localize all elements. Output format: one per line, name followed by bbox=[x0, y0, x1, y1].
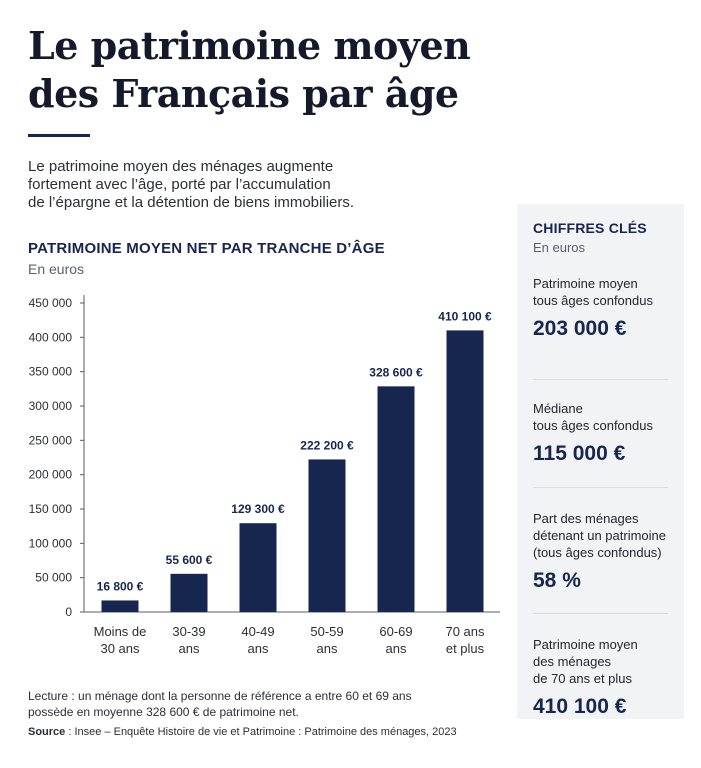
key-figure-label-line: des ménages bbox=[533, 654, 612, 669]
y-tick-label: 350 000 bbox=[28, 364, 72, 379]
key-figures-subtitle: En euros bbox=[533, 240, 586, 255]
category-label: 40-49 bbox=[241, 624, 275, 639]
key-figure-label bbox=[533, 636, 668, 687]
key-figure-label-line: Médiane bbox=[533, 401, 583, 416]
bar bbox=[240, 523, 277, 612]
category-label: et plus bbox=[445, 641, 485, 656]
source-note bbox=[28, 726, 457, 738]
key-figure-label-line: Part des ménages bbox=[533, 511, 639, 526]
category-label: ans bbox=[385, 641, 407, 656]
bar bbox=[447, 330, 484, 612]
page-title bbox=[28, 22, 668, 118]
title-line-1: Le patrimoine moyen bbox=[28, 23, 471, 68]
key-figure-value: 410 100 € bbox=[533, 695, 627, 718]
category-label: ans bbox=[178, 641, 200, 656]
source-text: : Insee – Enquête Histoire de vie et Patrimoine : Patrimoine des ménages, 2023 bbox=[65, 726, 457, 738]
chart-title: PATRIMOINE MOYEN NET PAR TRANCHE D’ÂGE bbox=[28, 240, 385, 257]
category-label: 30 ans bbox=[100, 641, 140, 656]
bar bbox=[171, 574, 208, 612]
key-figure-label-line: tous âges confondus bbox=[533, 293, 653, 308]
key-figure-mean bbox=[533, 275, 668, 379]
chart-subtitle: En euros bbox=[28, 261, 85, 277]
category-label: ans bbox=[316, 641, 338, 656]
category-label: 50-59 bbox=[310, 624, 344, 639]
bar bbox=[102, 600, 139, 612]
key-figure-share bbox=[533, 487, 668, 613]
category-label: 60-69 bbox=[379, 624, 413, 639]
key-figures-panel bbox=[517, 204, 684, 719]
intro-line: Le patrimoine moyen des ménages augmente bbox=[28, 158, 334, 175]
key-figure-70plus bbox=[533, 613, 668, 719]
key-figures-title: CHIFFRES CLÉS bbox=[533, 220, 647, 236]
y-tick-label: 100 000 bbox=[28, 536, 72, 551]
key-figure-value: 115 000 € bbox=[533, 442, 626, 465]
intro-line: de l’épargne et la détention de biens immobiliers. bbox=[28, 194, 355, 211]
key-figure-label-line: Patrimoine moyen bbox=[533, 637, 638, 652]
y-tick-label: 300 000 bbox=[28, 399, 72, 413]
bar-value-label: 410 100 € bbox=[438, 309, 492, 324]
key-figure-value: 203 000 € bbox=[533, 317, 627, 340]
reading-note-line: Lecture : un ménage dont la personne de référence a entre 60 et 69 ans bbox=[28, 689, 412, 703]
bar-value-label: 55 600 € bbox=[165, 552, 213, 567]
reading-note bbox=[28, 688, 498, 720]
key-figure-median bbox=[533, 379, 668, 487]
category-label: 70 ans bbox=[445, 624, 485, 639]
bar-chart bbox=[0, 285, 510, 665]
y-tick-label: 450 000 bbox=[28, 296, 72, 310]
bar-value-label: 328 600 € bbox=[369, 365, 423, 380]
key-figure-label bbox=[533, 400, 668, 434]
y-tick-label: 200 000 bbox=[28, 467, 72, 482]
y-tick-label: 400 000 bbox=[28, 330, 72, 345]
intro-line: fortement avec l’âge, porté par l’accumulation bbox=[28, 176, 331, 193]
bar-value-label: 16 800 € bbox=[96, 579, 144, 594]
y-tick-label: 0 bbox=[65, 605, 72, 619]
bar-value-label: 222 200 € bbox=[300, 438, 354, 453]
key-figure-label-line: détenant un patrimoine bbox=[533, 528, 666, 543]
key-figure-label bbox=[533, 510, 668, 561]
key-figure-label-line: de 70 ans et plus bbox=[533, 671, 633, 686]
bar-value-label: 129 300 € bbox=[231, 502, 285, 517]
bar bbox=[309, 459, 346, 612]
category-label: 30-39 bbox=[172, 624, 206, 639]
category-label: Moins de bbox=[93, 624, 147, 639]
reading-note-line: possède en moyenne 328 600 € de patrimoine net. bbox=[28, 705, 299, 719]
key-figure-value: 58 % bbox=[533, 569, 581, 592]
y-tick-label: 150 000 bbox=[28, 502, 72, 516]
key-figure-label bbox=[533, 275, 668, 309]
key-figure-label-line: tous âges confondus bbox=[533, 418, 653, 433]
key-figure-label-line: Patrimoine moyen bbox=[533, 276, 638, 291]
y-tick-label: 50 000 bbox=[35, 570, 72, 585]
bar bbox=[378, 386, 415, 612]
y-tick-label: 250 000 bbox=[28, 433, 72, 448]
source-label: Source bbox=[28, 726, 66, 738]
title-underline bbox=[28, 134, 90, 137]
key-figure-label-line: (tous âges confondus) bbox=[533, 545, 662, 560]
title-line-2: des Français par âge bbox=[28, 71, 459, 116]
intro-text bbox=[28, 158, 388, 212]
category-label: ans bbox=[247, 641, 269, 656]
